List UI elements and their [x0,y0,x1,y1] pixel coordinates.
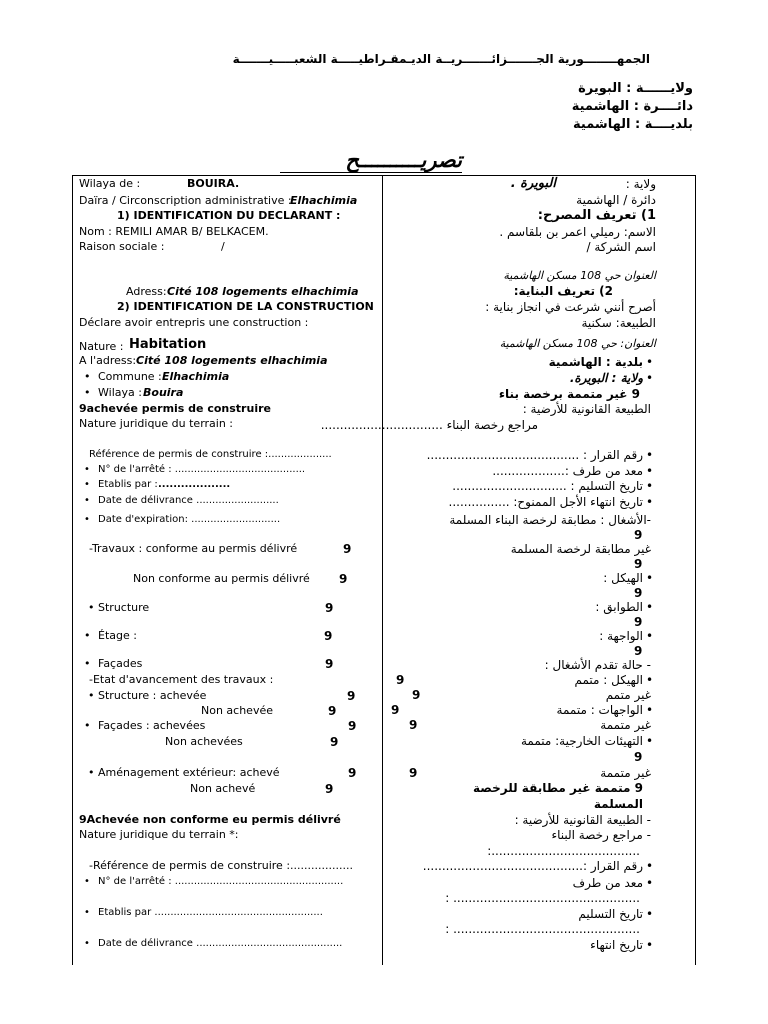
mark-9: 9 [330,735,339,749]
mark-9: 9 [634,750,643,764]
mark-9: 9 [391,703,400,717]
fr-facades: Façades [98,657,143,670]
mark-9: 9 [325,657,334,671]
mark-9: 9 [339,572,348,586]
ar-tarikh-taslim-2: تاريخ التسليم [578,907,643,921]
bullet-icon: • [646,355,654,369]
fr-wilaya2-value: Bouira [143,386,184,399]
ar-tarikh-intiha: تاريخ انتهاء الأجل الممنوح: ................ [448,495,643,509]
mark-9: 9 [634,557,643,571]
fr-facades-achevees: Façades : achevées [98,719,206,732]
fr-date-delivrance-2: Date de délivrance .............................................. [98,938,343,949]
bullet-icon: • [84,657,91,670]
mark-9: 9 [409,766,418,780]
fr-raison-value: / [221,240,225,253]
bullet-icon: • [646,703,654,717]
fr-arrete: N° de l'arrêté : ......................................... [98,464,306,475]
ar-muaad: معد من طرف :................... [492,464,643,478]
fr-arrete-2: N° de l'arrêté : ..................................................... [98,876,344,887]
fr-ref-permis-2: -Référence de permis de construire :.................. [89,859,353,872]
fr-section-1-heading: 1) IDENTIFICATION DU DECLARANT : [117,209,341,222]
fr-nature-juridique-2: Nature juridique du terrain *: [79,828,239,841]
mark-9: 9 [343,542,352,556]
bullet-icon: • [646,629,654,643]
mark-9: 9 [324,629,333,643]
bullet-icon: • [646,938,654,952]
fr-etablis: Etablis par : [98,479,158,490]
ar-dots-3: ................................................. : [445,922,640,936]
bullet-icon: • [84,479,90,490]
bullet-icon: • [84,514,90,525]
fr-a-adress-value: Cité 108 logements elhachimia [136,354,328,367]
bullet-icon: • [84,386,91,399]
mark-9: 9 [634,586,643,600]
fr-amenagement: Aménagement extérieur: achevé [98,766,280,779]
ar-tabia-2: - الطبيعة القانونية للأرضية : [514,813,651,827]
bullet-icon: • [646,571,654,585]
fr-achevee-permis: 9achevée permis de construire [79,402,271,415]
ar-adress: العنوان حي 108 مسكن الهاشمية [503,269,656,282]
bullet-icon: • [646,876,654,890]
fr-structure-non-achevee: Non achevée [201,704,273,717]
ar-wilaya-value: البويرة . [510,176,556,191]
fr-wilaya-label: Wilaya de : [79,177,141,190]
fr-declare: Déclare avoir entrepris une construction : [79,316,309,329]
bullet-icon: • [646,371,654,385]
bullet-icon: • [88,601,95,614]
ar-raqm-2: رقم القرار :.......................................... [422,859,643,873]
ar-tabia: الطبيعة القانونية للأرضية : [522,402,651,416]
bullet-icon: • [646,479,654,493]
ar-ghayr-mutamma-3: غير متممة [600,766,651,780]
ar-ghayr-mutamma: 9 غير متممة برخصة بناء [498,387,640,401]
ar-tahyiat: التهيئات الخارجية: متممة [520,734,643,748]
fr-adress-label: Adress: [126,285,167,298]
ar-raqm: رقم القرار : ........................................ [426,448,643,462]
fr-wilaya-value: BOUIRA. [187,177,240,190]
fr-nature-value: Habitation [129,337,207,352]
ar-muaad-2: معد من طرف [572,876,643,890]
ar-wilaya-2: ولاية : البويرة. [569,371,643,385]
ar-maraji-2: - مراجع رخصة البناء [551,828,651,842]
mark-9: 9 [634,644,643,658]
bullet-icon: • [646,859,654,873]
bullet-icon: • [84,370,91,383]
ar-haykal: الهيكل : [603,571,643,585]
mark-9: 9 [409,718,418,732]
mark-9: 9 [347,689,356,703]
fr-section-2-heading: 2) IDENTIFICATION DE LA CONSTRUCTION [117,300,374,313]
ar-wajiha: الواجهة : [599,629,643,643]
fr-adress-value: Cité 108 logements elhachimia [167,285,359,298]
fr-etablis-2: Etablis par ..................................................... [98,907,323,918]
bullet-icon: • [84,876,90,887]
fr-etage: Étage : [98,629,137,642]
fr-travaux-conforme: -Travaux : conforme au permis délivré [89,542,298,555]
fr-amenagement-non-acheve: Non achevé [190,782,256,795]
bullet-icon: • [88,689,95,702]
bullet-icon: • [646,464,654,478]
ar-tarikh-taslim: تاريخ التسليم : .............................. [452,479,643,493]
ar-maraji: مراجع رخصة البناء ................................ [320,418,538,432]
bullet-icon: • [646,734,654,748]
ar-section-2-heading: 2) تعريف البناية: [513,284,613,298]
fr-wilaya2-label: Wilaya : [98,386,142,399]
fr-structure-achevee: Structure : achevée [98,689,207,702]
bullet-icon: • [84,719,91,732]
bullet-icon: • [646,448,654,462]
header-wilaya: ولايــــــة : البويرة [578,81,693,96]
ar-wajihat-mutamma: الواجهات : متممة [556,703,643,717]
fr-etablis-dots: ................... [158,479,231,490]
bullet-icon: • [84,464,90,475]
mark-9: 9 [634,528,643,542]
header-commune: بلديــــة : الهاشمية [573,117,693,132]
mark-9: 9 [348,719,357,733]
fr-date-delivrance: Date de délivrance .......................... [98,495,279,506]
fr-commune-label: Commune : [98,370,162,383]
ar-dots-2: ................................................. : [445,891,640,905]
fr-date-expiration: Date d'expiration: ............................ [98,514,281,525]
bullet-icon: • [646,600,654,614]
ar-ghayr-mutamma-2: غير متممة [600,718,651,732]
bullet-icon: • [84,938,90,949]
ar-daira: دائرة / الهاشمية [576,193,656,207]
mark-9: 9 [328,704,337,718]
mark-9: 9 [325,782,334,796]
document-title: تصريــــــــــح [345,148,462,172]
fr-a-adress-label: A l'adress: [79,354,137,367]
ar-mutamma-ghayr-mutabiqa: 9 متممة غير مطابقة للرخصة [473,781,643,795]
bullet-icon: • [84,495,90,506]
header-daira: دائــــرة : الهاشمية [571,99,693,114]
bullet-icon: • [646,907,654,921]
ar-tawabiq: الطوابق : [595,600,643,614]
ar-adress-2: العنوان: حي 108 مسكن الهاشمية [499,337,656,350]
fr-nom: Nom : REMILI AMAR B/ BELKACEM. [79,225,269,238]
fr-achevee-non-conforme: 9Achevée non conforme eu permis délivré [79,813,341,826]
fr-structure: Structure [98,601,150,614]
ar-tarikh-intiha-2: تاريخ انتهاء [590,938,643,952]
fr-commune-value: Elhachimia [162,370,230,383]
mark-9: 9 [396,673,405,687]
fr-ref-permis: Référence de permis de construire :.................... [89,449,332,460]
ar-haykal-mutamm: الهيكل : متمم [574,673,643,687]
mark-9: 9 [634,615,643,629]
fr-raison-label: Raison sociale : [79,240,165,253]
mark-9: 9 [348,766,357,780]
republic-title: الجمهــــــــورية الجـــــــزائـــــــريــة الديـمقـراطيـــــة الشعبـــــيـــــــة [232,52,650,66]
bullet-icon: • [84,629,91,642]
ar-nom: الاسم: رميلي اعمر بن بلقاسم . [499,225,656,239]
mark-9: 9 [412,688,421,702]
bullet-icon: • [88,766,95,779]
ar-nature: الطبيعة: سكنية [581,316,656,330]
ar-musallama: المسلمة [593,797,643,811]
ar-halat: - حالة تقدم الأشغال : [544,658,651,672]
bullet-icon: • [646,673,654,687]
title-underline [280,172,462,173]
fr-nature-juridique: Nature juridique du terrain : [79,417,234,430]
ar-raison: اسم الشركة / [586,240,656,254]
ar-dots-1: .......................................: [487,844,640,858]
fr-facades-non-achevees: Non achevées [165,735,243,748]
column-divider [382,175,383,965]
ar-ghayr-mutabiqa: غير مطابقة لرخصة المسلمة [510,542,651,556]
ar-declare: أصرح أنني شرعت في انجاز بناية : [485,300,656,314]
ar-baladiya: بلدية : الهاشمية [548,355,643,369]
bullet-icon: • [84,907,90,918]
ar-wilaya-label: ولاية : [625,177,656,191]
mark-9: 9 [325,601,334,615]
fr-non-conforme: Non conforme au permis délivré [133,572,310,585]
ar-ashghal-mutabiqa: -الأشغال : مطابقة لرخصة البناء المسلمة [449,513,651,527]
fr-etat-avancement: -Etat d'avancement des travaux : [89,673,274,686]
ar-ghayr-mutamm: غير متمم [605,688,651,702]
fr-daira-label: Daïra / Circonscription administrative : [79,194,292,207]
bullet-icon: • [646,495,654,509]
ar-section-1-heading: 1) تعريف المصرح: [537,208,656,223]
fr-daira-value: Elhachimia [290,194,358,207]
fr-nature-label: Nature : [79,340,124,353]
